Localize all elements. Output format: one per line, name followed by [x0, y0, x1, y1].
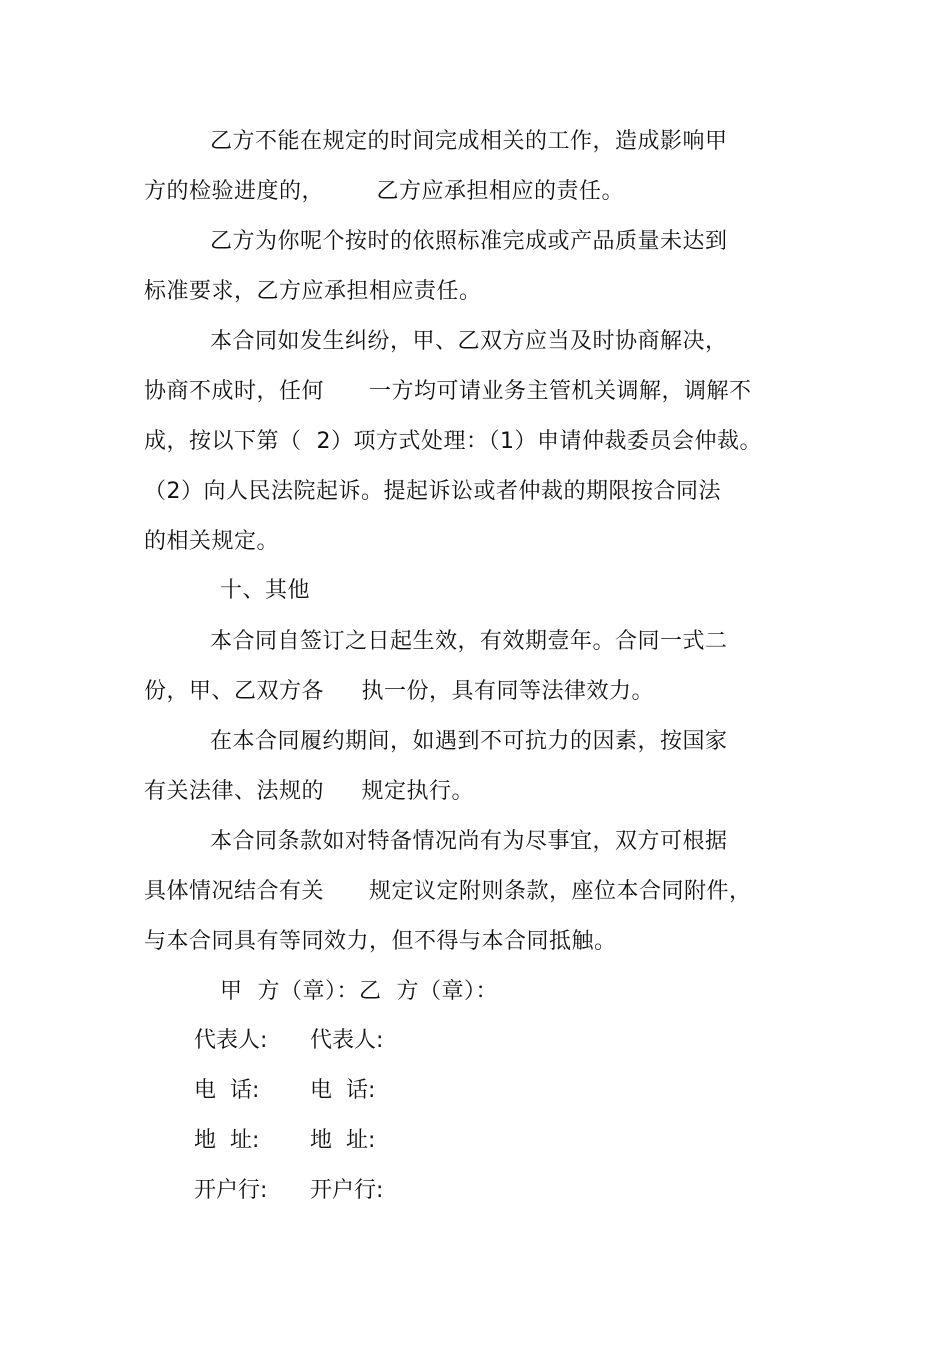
- party-b-address-label: 地 址:: [310, 1128, 376, 1153]
- paragraph-line: 具体情况结合有关 规定议定附则条款，座位本合同附件，: [144, 879, 752, 904]
- section-heading: 十、其他: [220, 578, 311, 603]
- party-a-phone-label: 电 话:: [194, 1078, 260, 1103]
- paragraph-line: 乙方不能在规定的时间完成相关的工作，造成影响甲: [210, 129, 728, 154]
- paragraph-line: （2）向人民法院起诉。提起诉讼或者仲裁的期限按合同法: [144, 479, 721, 504]
- paragraph-line: 方的检验进度的， 乙方应承担相应的责任。: [144, 179, 624, 204]
- paragraph-line: 与本合同具有等同效力，但不得与本合同抵触。: [144, 929, 617, 954]
- paragraph-line: 份，甲、乙双方各 执一份，具有同等法律效力。: [144, 679, 654, 704]
- paragraph-line: 协商不成时，任何 一方均可请业务主管机关调解，调解不: [144, 379, 752, 404]
- party-a-address-label: 地 址:: [194, 1128, 260, 1153]
- paragraph-line: 标准要求，乙方应承担相应责任。: [144, 279, 482, 304]
- paragraph-line: 本合同自签订之日起生效，有效期壹年。合同一式二: [210, 629, 728, 654]
- party-b-representative-label: 代表人:: [310, 1028, 384, 1053]
- paragraph-line: 成，按以下第（ 2）项方式处理：（1）申请仲裁委员会仲裁。: [144, 429, 762, 454]
- signature-header: 甲 方（章）：乙 方（章）：: [220, 979, 498, 1004]
- paragraph-line: 在本合同履约期间，如遇到不可抗力的因素，按国家: [210, 729, 728, 754]
- party-a-bank-label: 开户行:: [194, 1178, 268, 1203]
- party-a-representative-label: 代表人:: [194, 1028, 268, 1053]
- paragraph-line: 的相关规定。: [144, 529, 280, 554]
- paragraph-line: 有关法律、法规的 规定执行。: [144, 779, 474, 804]
- party-b-bank-label: 开户行:: [310, 1178, 384, 1203]
- paragraph-line: 本合同如发生纠纷，甲、乙双方应当及时协商解决，: [210, 329, 728, 354]
- party-b-phone-label: 电 话:: [310, 1078, 376, 1103]
- paragraph-line: 本合同条款如对特备情况尚有为尽事宜，双方可根据: [210, 829, 728, 854]
- paragraph-line: 乙方为你呢个按时的依照标准完成或产品质量未达到: [210, 229, 728, 254]
